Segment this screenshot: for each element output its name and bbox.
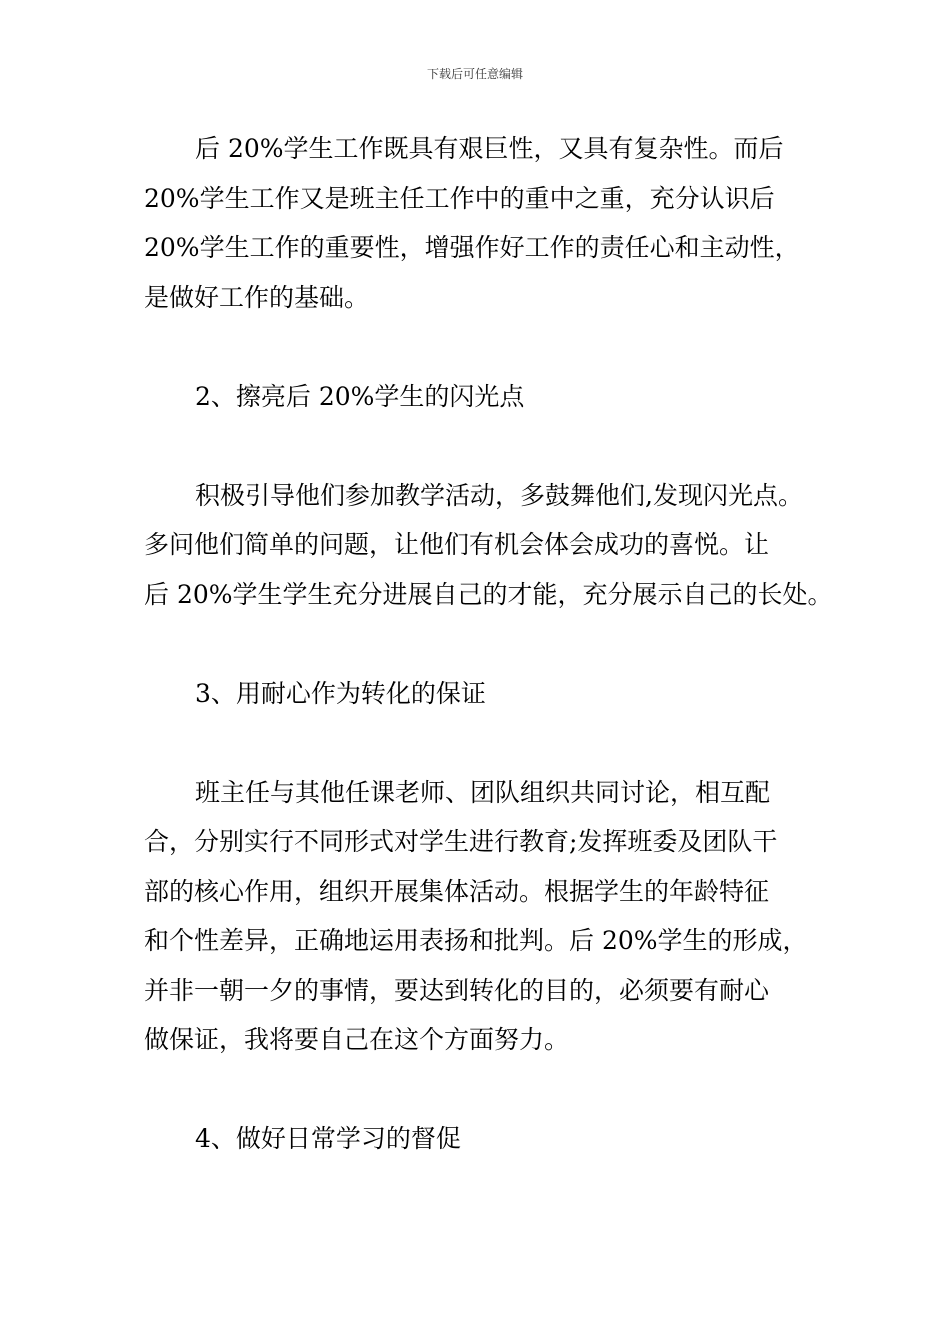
paragraph-line: 和个性差异，正确地运用表扬和批判。后 20%学生的形成， [144,926,808,955]
paragraph-line: 后 20%学生工作既具有艰巨性，又具有复杂性。而后 [195,134,784,163]
paragraph [144,768,824,1065]
paragraph [144,124,824,322]
section-heading [144,669,824,719]
paragraph-line: 做保证，我将要自己在这个方面努力。 [144,1025,570,1054]
paragraph-line: 20%学生工作又是班主任工作中的重中之重，充分认识后 [144,183,775,213]
section-heading [144,1114,824,1164]
paragraph-spacer [144,421,824,471]
paragraph-line: 多问他们简单的问题，让他们有机会体会成功的喜悦。让 [144,530,770,559]
section-heading-text: 4、做好日常学习的督促 [195,1124,461,1153]
section-heading [144,372,824,422]
paragraph-line: 并非一朝一夕的事情，要达到转化的目的，必须要有耐心 [144,975,770,1005]
paragraph-line: 合，分别实行不同形式对学生进行教育;发挥班委及团队干 [144,827,778,856]
document-body [144,124,833,1164]
paragraph-spacer [144,619,824,669]
section-heading-text: 3、用耐心作为转化的保证 [195,678,486,708]
paragraph-spacer [144,1065,824,1115]
paragraph-line: 是做好工作的基础。 [144,282,370,312]
paragraph-line: 后 20%学生学生充分进展自己的才能，充分展示自己的长处。 [144,579,833,609]
page-header-note: 下载后可任意编辑 [426,67,523,81]
paragraph-line: 积极引导他们参加教学活动，多鼓舞他们,发现闪光点。 [195,480,803,510]
paragraph-line: 部的核心作用，组织开展集体活动。根据学生的年龄特征 [144,876,770,906]
paragraph-spacer [144,322,824,372]
paragraph-line: 班主任与其他任课老师、团队组织共同讨论，相互配 [195,777,771,807]
paragraph-spacer [144,718,824,768]
section-heading-text: 2、擦亮后 20%学生的闪光点 [195,381,525,411]
paragraph-line: 20%学生工作的重要性，增强作好工作的责任心和主动性， [144,233,800,262]
paragraph [144,471,833,620]
